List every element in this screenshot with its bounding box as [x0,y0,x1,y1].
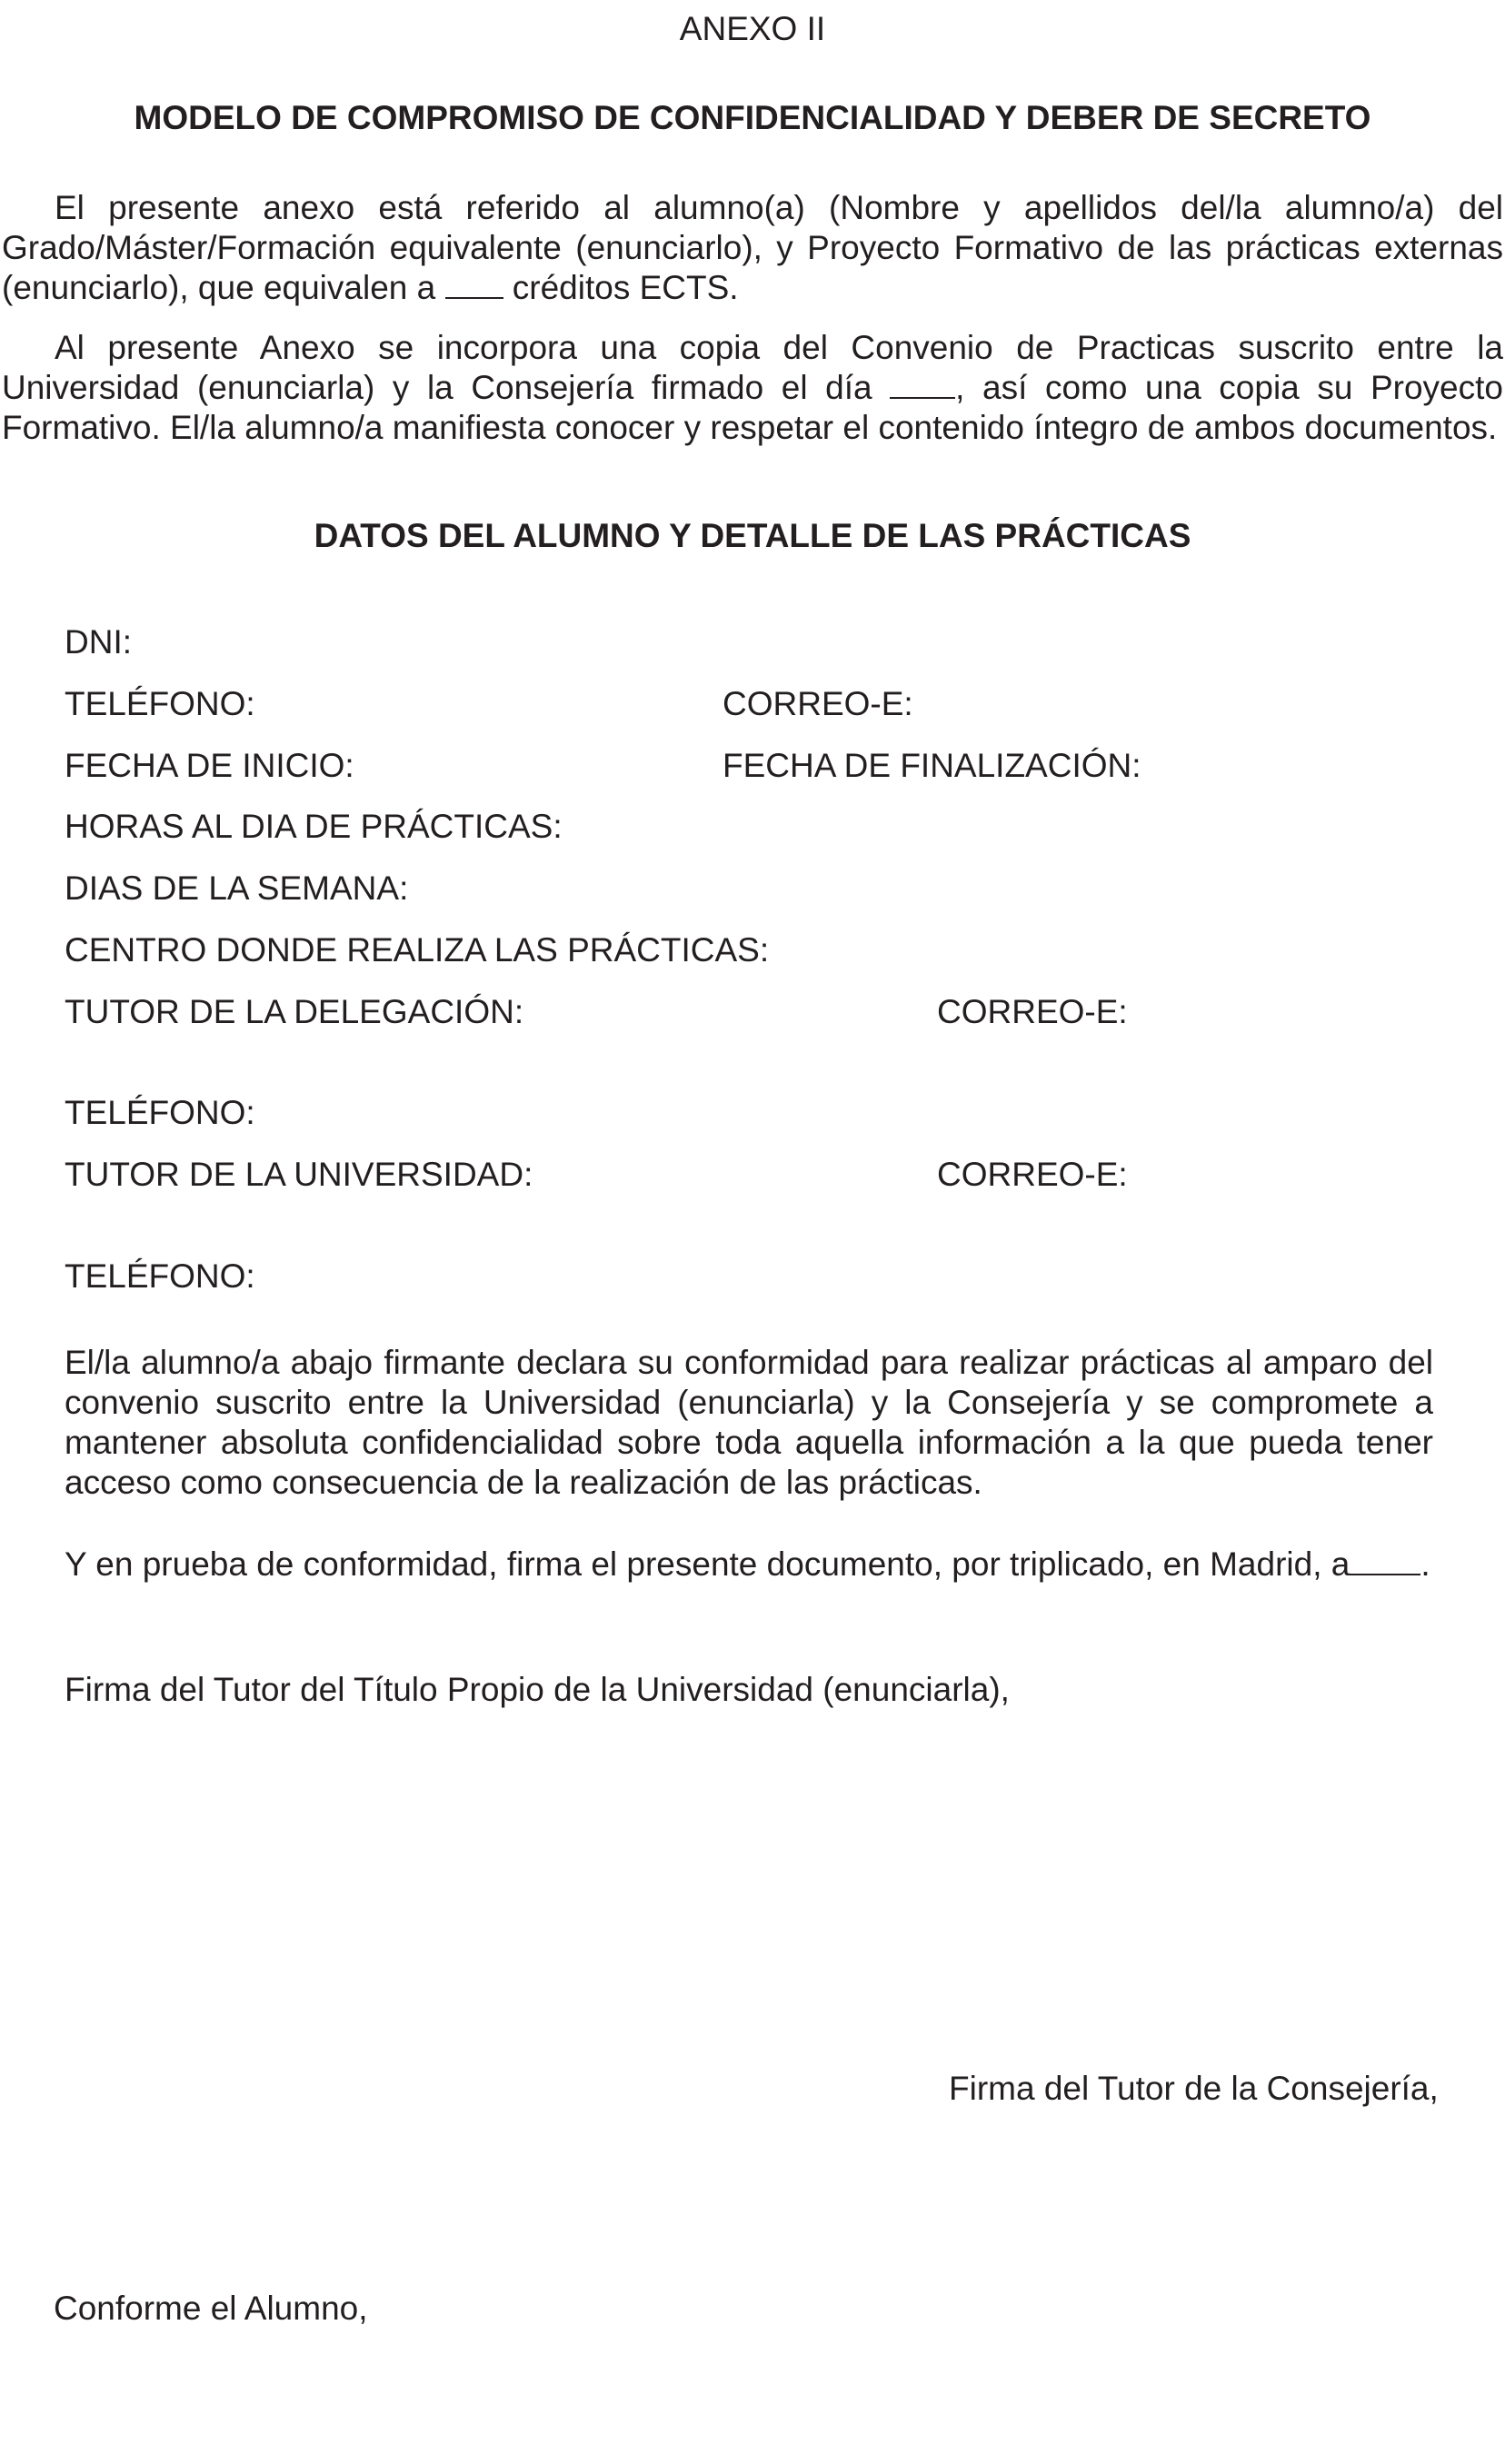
annex-label: ANEXO II [679,10,826,47]
centro-practicas-label: CENTRO DONDE REALIZA LAS PRÁCTICAS: [65,931,770,969]
signing-date-blank [1350,1546,1420,1575]
intro-paragraph-1: El presente anexo está referido al alumno(a) (Nombre y apellidos del/la alumno/a) del Grado/Máster/Formación equivalente (enunciarlo), y Proyecto Formativo de las prácticas externas (enunciarlo), que equivalen a créditos ECTS. [2,189,1503,306]
tutor-universidad-label: TUTOR DE LA UNIVERSIDAD: [65,1156,533,1193]
fecha-inicio-label: FECHA DE INICIO: [65,747,354,784]
section-title: DATOS DEL ALUMNO Y DETALLE DE LAS PRÁCTICAS [314,517,1191,554]
dni-label: DNI: [65,623,132,661]
correo-universidad-label: CORREO-E: [937,1156,1128,1193]
alumno-signature-label: Conforme el Alumno, [54,2290,368,2327]
agreement-date-blank [890,370,955,399]
correo-delegacion-label: CORREO-E: [937,993,1128,1030]
correo-label: CORREO-E: [723,685,913,722]
tutor-titulo-signature-label: Firma del Tutor del Título Propio de la Universidad (enunciarla), [65,1671,1010,1708]
tutor-consejeria-signature-label: Firma del Tutor de la Consejería, [949,2070,1439,2107]
document-title: MODELO DE COMPROMISO DE CONFIDENCIALIDAD Y DEBER DE SECRETO [134,99,1371,136]
dias-semana-label: DIAS DE LA SEMANA: [65,869,409,907]
fecha-finalizacion-label: FECHA DE FINALIZACIÓN: [723,747,1141,784]
conformity-paragraph: Y en prueba de conformidad, firma el presente documento, por triplicado, en Madrid, a . [65,1545,1430,1583]
declaration-paragraph: El/la alumno/a abajo firmante declara su conformidad para realizar prácticas al amparo del convenio suscrito entre la Universidad (enunciarla) y la Consejería y se compromete a mantener absoluta confidencialidad sobre toda aquella información a la que pueda tener acceso como consecuencia de la realización de las prácticas. [65,1344,1433,1501]
tutor-delegacion-label: TUTOR DE LA DELEGACIÓN: [65,993,524,1030]
telefono-label: TELÉFONO: [65,685,255,722]
ects-credits-blank [445,270,503,299]
telefono-universidad-label: TELÉFONO: [65,1257,255,1295]
telefono-delegacion-label: TELÉFONO: [65,1094,255,1131]
intro-paragraph-2: Al presente Anexo se incorpora una copia del Convenio de Practicas suscrito entre la Universidad (enunciarla) y la Consejería firmado el día , así como una copia su Proyecto Formativo. El/la alumno/a manifiesta conocer y respetar el contenido íntegro de ambos documentos. [2,329,1503,446]
horas-practicas-label: HORAS AL DIA DE PRÁCTICAS: [65,808,563,845]
